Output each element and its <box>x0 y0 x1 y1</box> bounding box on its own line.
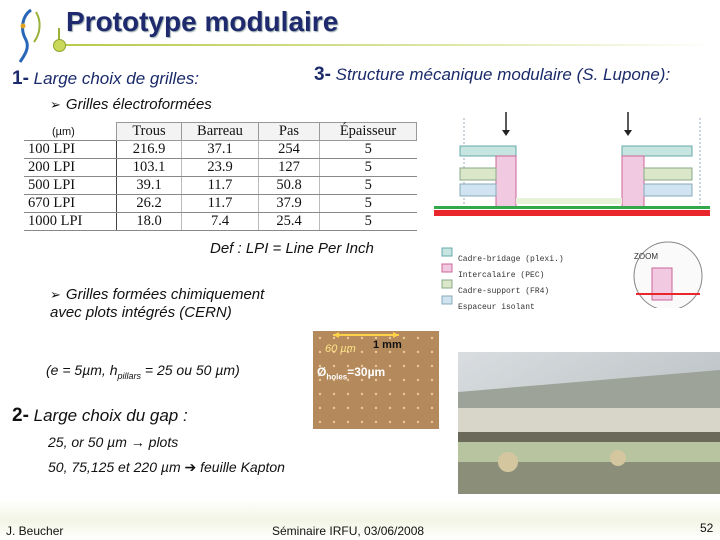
table-header-cell: Trous <box>117 123 182 141</box>
section3-suffix: : <box>665 65 671 84</box>
gap-line1: 25, or 50 µm → plots <box>48 434 179 450</box>
subatech-logo <box>14 6 48 66</box>
section1-heading <box>12 68 199 90</box>
table-cell: 7.4 <box>182 213 259 231</box>
table-cell: 37.9 <box>259 195 320 213</box>
table-cell: 5 <box>320 177 417 195</box>
bullet-arrow-icon: ➢ <box>50 287 61 302</box>
gap-line2 <box>48 459 285 476</box>
lpi-table <box>24 122 417 231</box>
table-header-cell: Barreau <box>182 123 259 141</box>
table-cell: 127 <box>259 159 320 177</box>
bullet-chemical-line1: Grilles formées chimiquement <box>65 286 265 303</box>
section2-label: Large choix du gap : <box>33 406 188 425</box>
table-row <box>24 177 417 195</box>
legend-item: Intercalaire (PEC) <box>458 271 545 280</box>
page-number: 52 <box>700 521 714 535</box>
section2-number: 2- <box>12 405 29 426</box>
bullet-arrow-icon: ➢ <box>50 97 61 112</box>
table-cell: 500 LPI <box>24 177 117 195</box>
micro-grid-photo <box>313 331 439 429</box>
section3-heading <box>314 64 670 86</box>
table-cell: 1000 LPI <box>24 213 117 231</box>
pillars-suffix: = 25 ou 50 µm) <box>141 362 240 378</box>
section1-label: Large choix de grilles: <box>33 69 200 88</box>
table-row <box>24 141 417 159</box>
arrow-right-icon: ➔ <box>184 459 197 475</box>
table-cell: 5 <box>320 159 417 177</box>
bullet-electroformed <box>50 96 212 113</box>
header-divider <box>58 44 718 46</box>
holes-sub: holes <box>326 372 348 382</box>
micro-scale-label: 60 µm <box>325 343 356 355</box>
gap-line2-tail: feuille Kapton <box>200 459 285 475</box>
gap-line2-text: 50, 75,125 et 220 µm <box>48 459 181 475</box>
zoom-label: ZOOM <box>634 252 658 261</box>
table-cell: 25.4 <box>259 213 320 231</box>
table-cell: 11.7 <box>182 195 259 213</box>
table-cell: 103.1 <box>117 159 182 177</box>
bullet-chemical <box>50 286 264 321</box>
pillars-text <box>46 362 240 381</box>
table-cell: 18.0 <box>117 213 182 231</box>
section3-label: Structure mécanique modulaire (S. Lupone) <box>335 65 666 84</box>
section2-heading <box>12 405 188 427</box>
table-cell: 670 LPI <box>24 195 117 213</box>
table-header-cell <box>24 123 117 141</box>
section1-number: 1- <box>12 68 29 89</box>
bullet-chemical-line2: avec plots intégrés (CERN) <box>50 304 232 321</box>
def-lpi: Def : LPI = Line Per Inch <box>210 240 374 257</box>
prototype-stack-photo <box>458 352 720 494</box>
diameter-symbol: Ø <box>317 365 327 379</box>
diagram-legend <box>458 252 564 316</box>
table-cell: 11.7 <box>182 177 259 195</box>
section3-number: 3- <box>314 64 331 85</box>
holes-value: =30µm <box>347 365 386 379</box>
pillars-sub: pillars <box>117 370 141 381</box>
slide-title: Prototype modulaire <box>66 6 339 37</box>
header-dot <box>53 39 66 52</box>
table-cell: 200 LPI <box>24 159 117 177</box>
legend-item: Cadre-bridage (plexi.) <box>458 255 564 264</box>
table-cell: 50.8 <box>259 177 320 195</box>
table-cell: 5 <box>320 141 417 159</box>
legend-item: Espaceur isolant <box>458 303 535 312</box>
legend-item: Cadre-support (FR4) <box>458 287 550 296</box>
table-cell: 5 <box>320 195 417 213</box>
table-unit: (µm) <box>52 126 75 138</box>
table-cell: 37.1 <box>182 141 259 159</box>
lpi-table-container <box>24 122 417 231</box>
table-cell: 216.9 <box>117 141 182 159</box>
table-cell: 5 <box>320 213 417 231</box>
table-row <box>24 213 417 231</box>
table-header-cell: Épaisseur <box>320 123 417 141</box>
table-cell: 254 <box>259 141 320 159</box>
holes-diameter-label <box>317 365 385 381</box>
table-header-cell: Pas <box>259 123 320 141</box>
table-cell: 23.9 <box>182 159 259 177</box>
table-header-row <box>24 123 417 141</box>
mechanical-structure-diagram <box>430 108 720 312</box>
table-row <box>24 159 417 177</box>
table-row <box>24 195 417 213</box>
pillars-prefix: (e = 5µm, h <box>46 362 118 378</box>
bullet-electroformed-text: Grilles électroformées <box>65 96 212 113</box>
footer-event: Séminaire IRFU, 03/06/2008 <box>272 524 425 538</box>
footer-author: J. Beucher <box>6 524 64 538</box>
table-cell: 100 LPI <box>24 141 117 159</box>
table-cell: 26.2 <box>117 195 182 213</box>
table-cell: 39.1 <box>117 177 182 195</box>
micro-scale-mm: 1 mm <box>373 339 402 351</box>
